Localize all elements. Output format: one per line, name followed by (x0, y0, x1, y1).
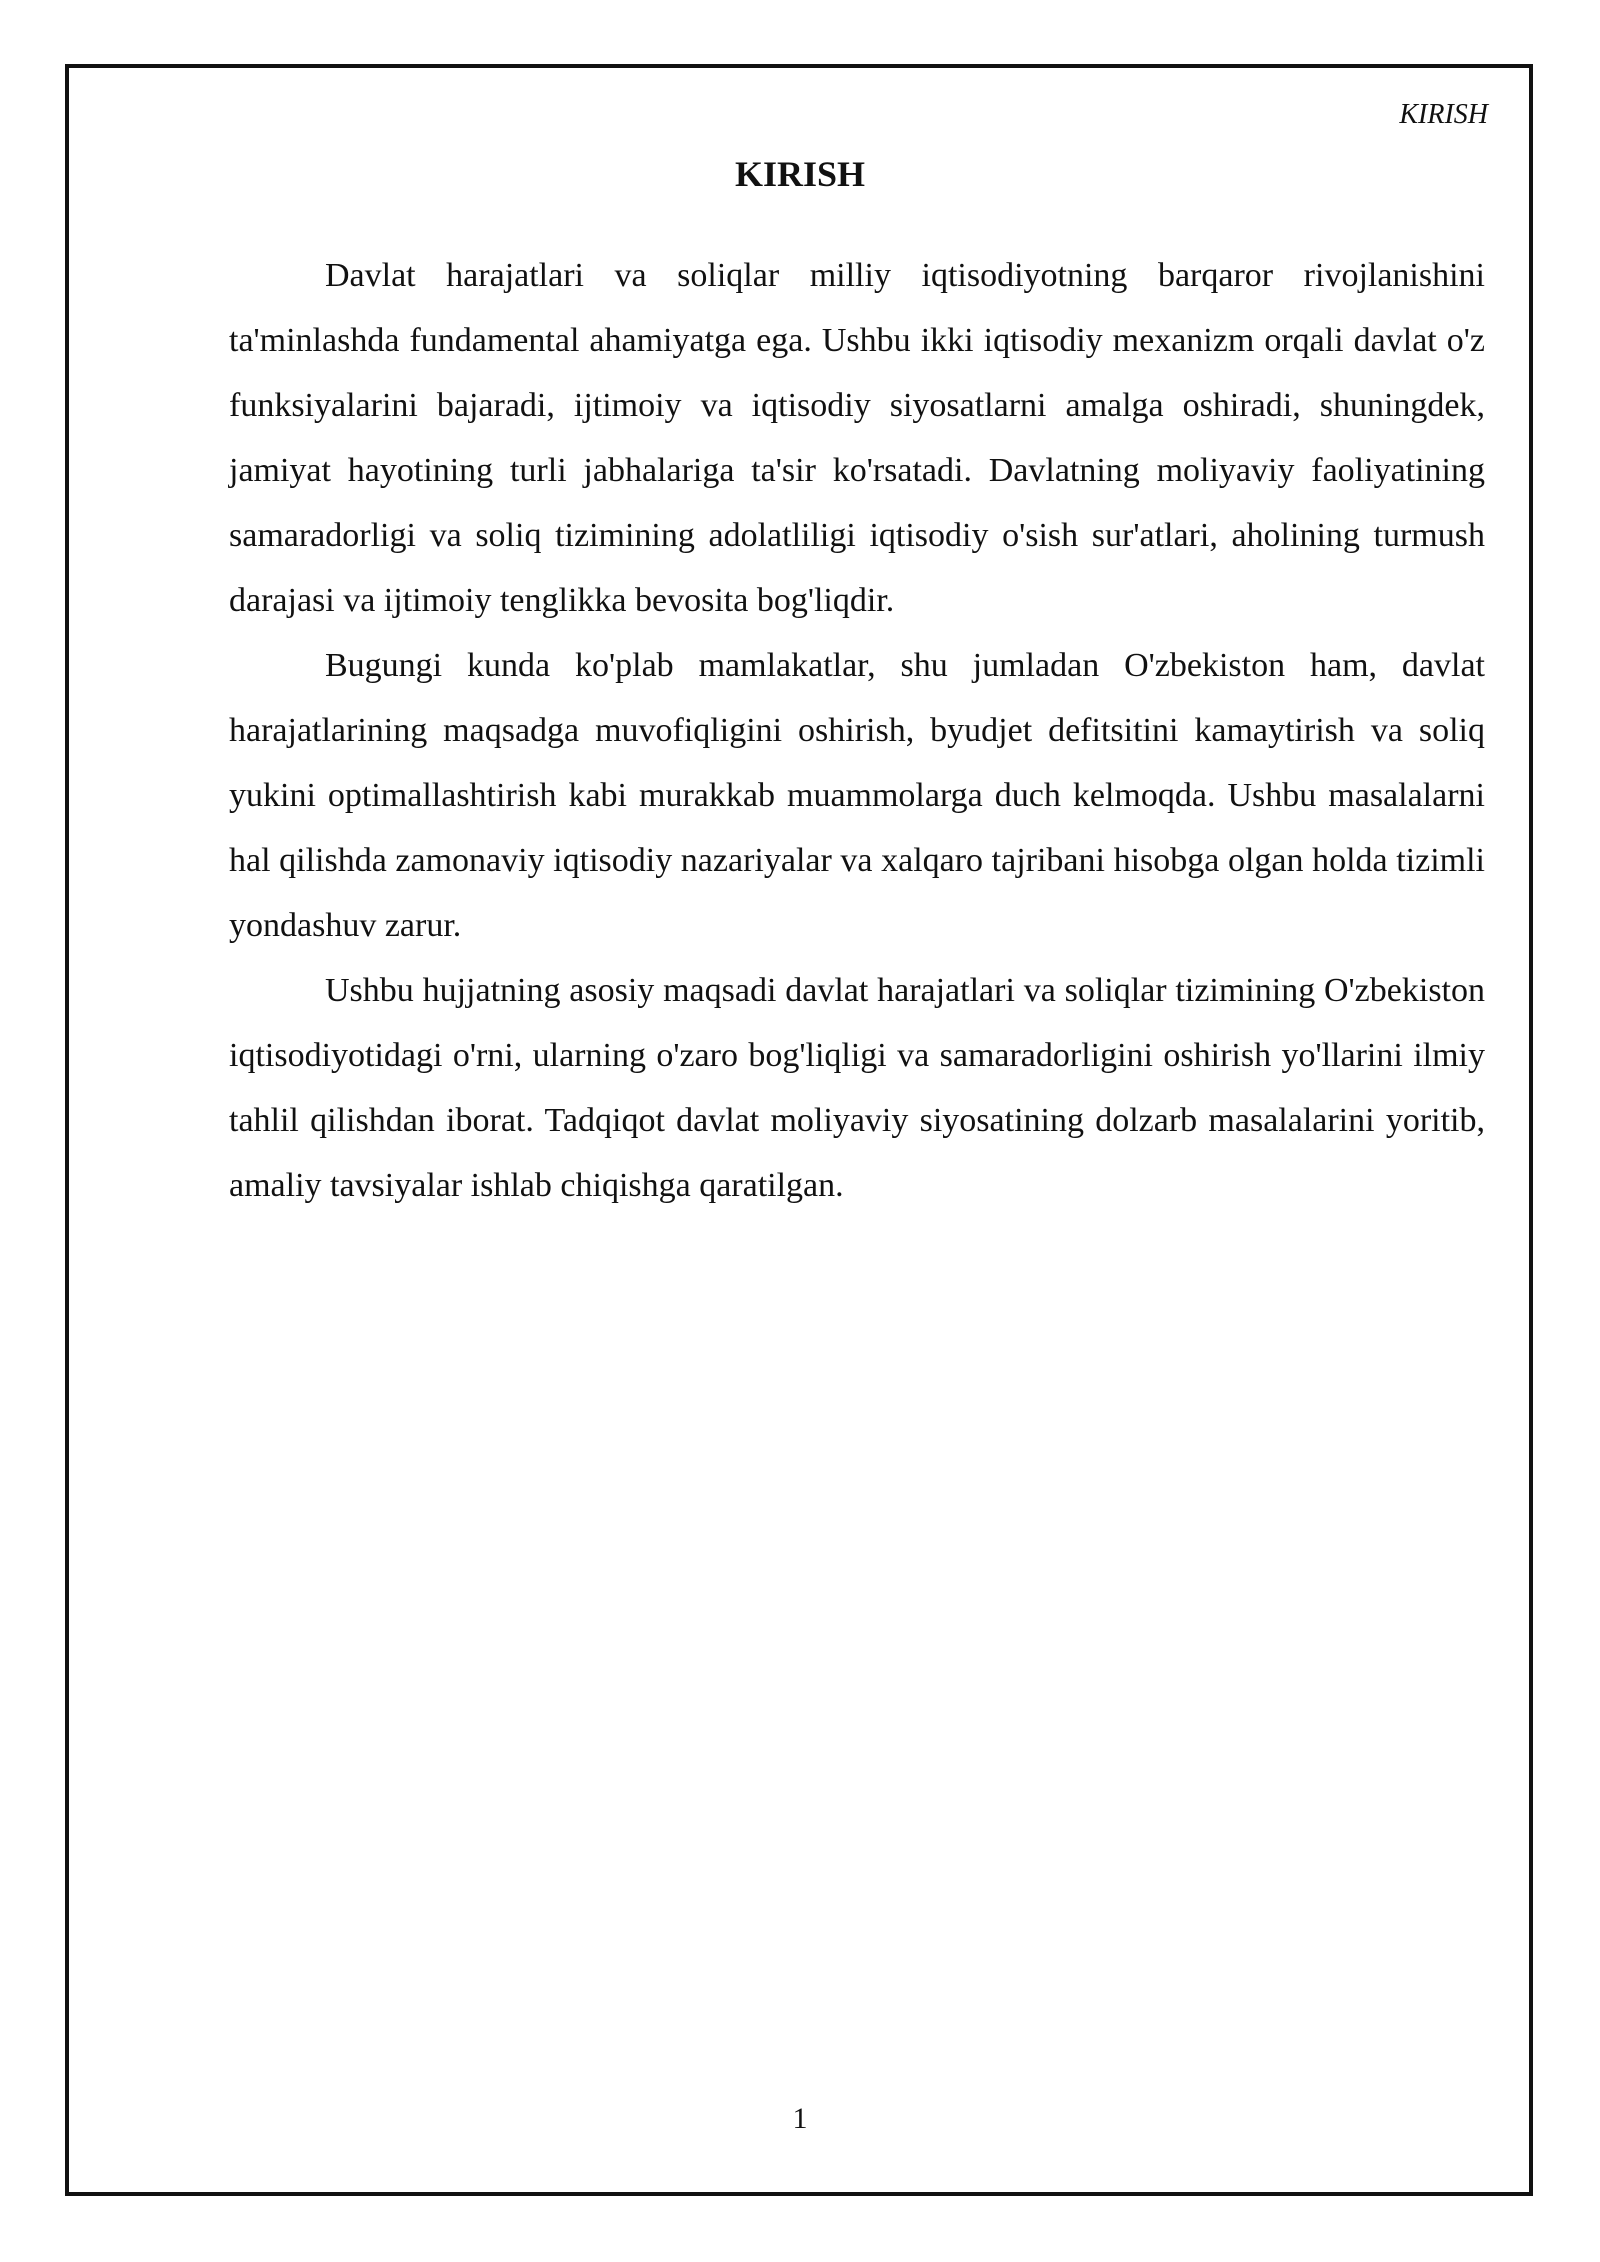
page-title: KIRISH (734, 154, 866, 194)
running-header: KIRISH (1399, 99, 1488, 130)
paragraph-1: Davlat harajatlari va soliqlar milliy iqtisodiyotning barqaror rivojlanishini ta'minlashda fundamental ahamiyatga ega. Ushbu ikki iqtisodiy mexanizm orqali davlat o'z funksiyalarini bajaradi, ijtimoiy va iqtisodiy siyosatlarni amalga oshiradi, shuningdek, jamiyat hayotining turli jabhalariga ta'sir ko'rsatadi. Davlatning moliyaviy faoliyatining samaradorligi va soliq tizimining adolatliligi iqtisodiy o'sish sur'atlari, aholining turmush darajasi va ijtimoiy tenglikka bevosita bog'liqdir. (229, 257, 1485, 619)
page-number: 1 (792, 2102, 808, 2135)
paragraph-3: Ushbu hujjatning asosiy maqsadi davlat harajatlari va soliqlar tizimining O'zbekiston iqtisodiyotidagi o'rni, ularning o'zaro bog'liqligi va samaradorligini oshirish yo'llarini ilmiy tahlil qilishdan iborat. Tadqiqot davlat moliyaviy siyosatining dolzarb masalalarini yoritib, amaliy tavsiyalar ishlab chiqishga qaratilgan. (229, 972, 1485, 1204)
document-body (229, 243, 1485, 1218)
paragraph-2: Bugungi kunda ko'plab mamlakatlar, shu jumladan O'zbekiston ham, davlat harajatlarining maqsadga muvofiqligini oshirish, byudjet defitsitini kamaytirish va soliq yukini optimallashtirish kabi murakkab muammolarga duch kelmoqda. Ushbu masalalarni hal qilishda zamonaviy iqtisodiy nazariyalar va xalqaro tajribani hisobga olgan holda tizimli yondashuv zarur. (229, 647, 1485, 944)
